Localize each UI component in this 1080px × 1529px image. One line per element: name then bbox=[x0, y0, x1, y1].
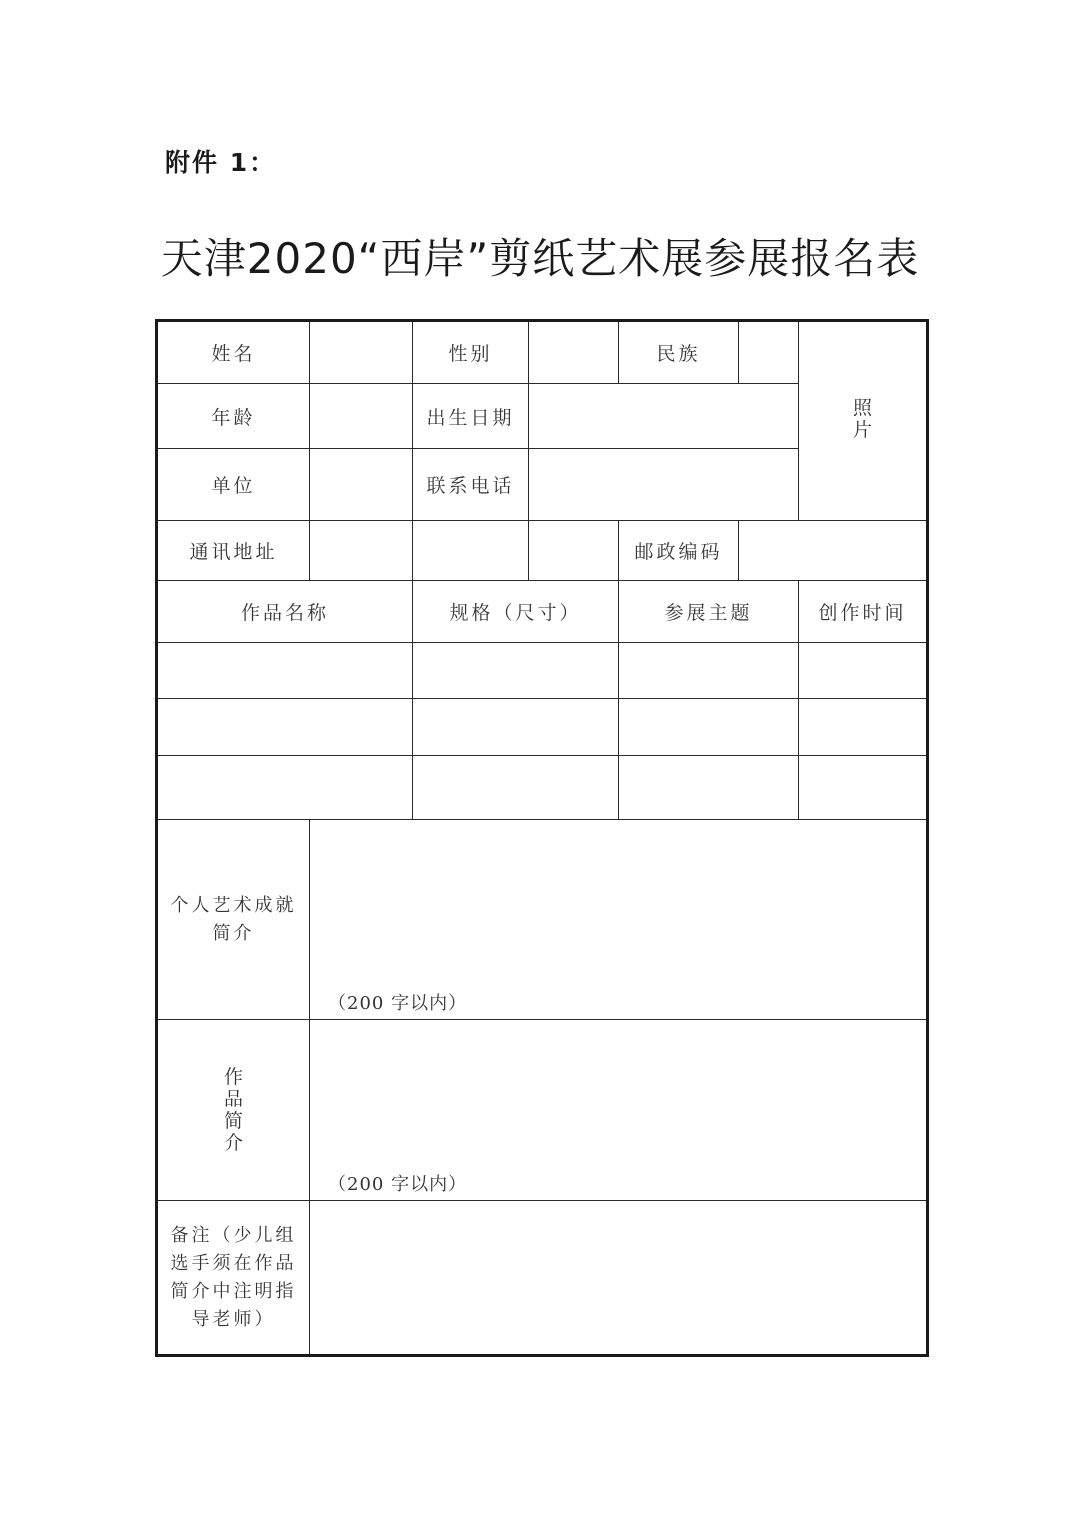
age-label: 年龄 bbox=[157, 384, 310, 449]
work-theme-field[interactable] bbox=[619, 699, 799, 756]
work-theme-field[interactable] bbox=[619, 756, 799, 820]
work-intro-label: 作品简介 bbox=[223, 1066, 243, 1154]
bio-field[interactable] bbox=[310, 820, 928, 1020]
work-date-field[interactable] bbox=[799, 643, 928, 699]
work-date-field[interactable] bbox=[799, 699, 928, 756]
birth-label: 出生日期 bbox=[413, 384, 529, 449]
work-size-field[interactable] bbox=[413, 643, 619, 699]
ethnicity-label: 民族 bbox=[619, 321, 739, 384]
work-title-field[interactable] bbox=[157, 643, 413, 699]
name-label: 姓名 bbox=[157, 321, 310, 384]
work-size-field[interactable] bbox=[413, 756, 619, 820]
row-name bbox=[157, 321, 928, 384]
registration-form-table bbox=[155, 319, 929, 1357]
ethnicity-field[interactable] bbox=[739, 321, 799, 384]
row-bio bbox=[157, 820, 928, 1020]
works-header-title: 作品名称 bbox=[157, 581, 413, 643]
bio-hint: （200 字以内） bbox=[328, 993, 468, 1014]
postcode-label: 邮政编码 bbox=[619, 521, 739, 581]
row-address bbox=[157, 521, 928, 581]
work-date-field[interactable] bbox=[799, 756, 928, 820]
works-row bbox=[157, 699, 928, 756]
name-field[interactable] bbox=[310, 321, 413, 384]
works-header-date: 创作时间 bbox=[799, 581, 928, 643]
age-field[interactable] bbox=[310, 384, 413, 449]
bio-label: 个人艺术成就简介 bbox=[157, 820, 310, 1020]
work-title-field[interactable] bbox=[157, 699, 413, 756]
address-field-2[interactable] bbox=[413, 521, 529, 581]
postcode-field[interactable] bbox=[739, 521, 928, 581]
page-title: 天津2020“西岸”剪纸艺术展参展报名表 bbox=[160, 234, 920, 283]
address-label: 通讯地址 bbox=[157, 521, 310, 581]
work-size-field[interactable] bbox=[413, 699, 619, 756]
attachment-label: 附件 1： bbox=[165, 148, 277, 177]
birth-field[interactable] bbox=[529, 384, 799, 449]
works-header-size: 规格（尺寸） bbox=[413, 581, 619, 643]
work-intro-hint: （200 字以内） bbox=[328, 1174, 468, 1195]
works-row bbox=[157, 643, 928, 699]
phone-label: 联系电话 bbox=[413, 449, 529, 521]
photo-label: 照片 bbox=[852, 397, 872, 441]
works-header-theme: 参展主题 bbox=[619, 581, 799, 643]
address-field-1[interactable] bbox=[310, 521, 413, 581]
remark-label: 备注（少儿组选手须在作品简介中注明指导老师） bbox=[157, 1201, 310, 1356]
remark-field[interactable] bbox=[310, 1201, 928, 1356]
gender-field[interactable] bbox=[529, 321, 619, 384]
work-intro-field[interactable] bbox=[310, 1020, 928, 1201]
photo-cell[interactable] bbox=[799, 321, 928, 521]
unit-label: 单位 bbox=[157, 449, 310, 521]
work-theme-field[interactable] bbox=[619, 643, 799, 699]
row-remark bbox=[157, 1201, 928, 1356]
work-intro-label-cell bbox=[157, 1020, 310, 1201]
gender-label: 性别 bbox=[413, 321, 529, 384]
work-title-field[interactable] bbox=[157, 756, 413, 820]
row-work-intro bbox=[157, 1020, 928, 1201]
address-field-3[interactable] bbox=[529, 521, 619, 581]
works-row bbox=[157, 756, 928, 820]
unit-field[interactable] bbox=[310, 449, 413, 521]
phone-field[interactable] bbox=[529, 449, 799, 521]
works-header-row bbox=[157, 581, 928, 643]
